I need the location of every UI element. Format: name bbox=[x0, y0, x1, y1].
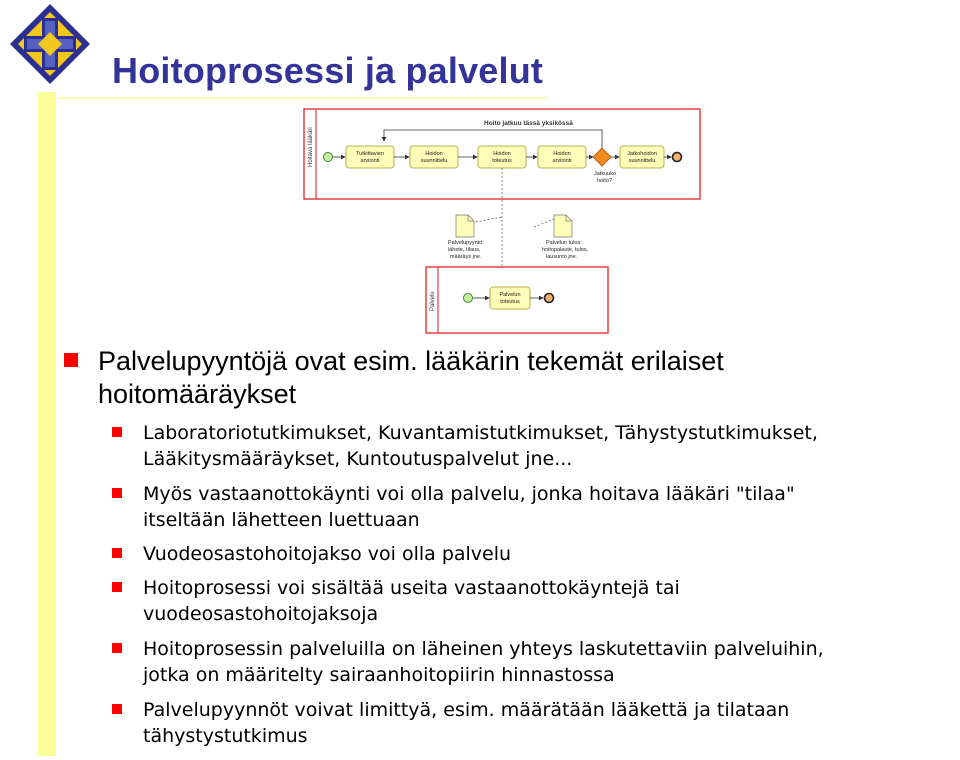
bullet-marker bbox=[112, 643, 122, 653]
svg-text:Jatkohoidon: Jatkohoidon bbox=[627, 151, 657, 157]
doc-request-line1: Palvelupyyntö: bbox=[448, 240, 484, 246]
loop-label: Hoito jatkuu tässä yksikössä bbox=[484, 120, 573, 127]
bullet-marker bbox=[112, 488, 122, 498]
lane-top-label: Hoitava lääkäri bbox=[308, 127, 314, 167]
svg-text:Tutkittavien: Tutkittavien bbox=[356, 151, 384, 157]
svg-text:Palvelun: Palvelun bbox=[499, 292, 521, 298]
doc-result-line3: lausunto jne. bbox=[546, 254, 578, 260]
svg-text:suunnittelu: suunnittelu bbox=[420, 158, 448, 164]
svg-text:toteutus: toteutus bbox=[500, 299, 520, 305]
doc-result-line2: hoitopalaute, tulos, bbox=[542, 247, 589, 253]
bullet-list: Palvelupyyntöjä ovat esim. lääkärin tekemät erilaiset hoitomääräykset Laboratoriotutkimukset, Kuvantamistutkimukset, Tähystystutkimukset, Lääkitysmääräykset, Kuntoutuspalvelut jne... Myös vastaanottokäynti voi olla palvelu, jonka hoitava lääkäri "tilaa" itseltään lähetteen luettuaan Vuodeosastohoitojakso voi olla palvelu Hoitoprosessi voi sisältää useita vastaanottokäyntejä tai vuodeosastohoitojaksoja Hoitoprosessin palveluilla on läheinen yhteys laskutettaviin palveluihin, jotka on määritelty sairaanhoitopiirin hinnastossa Palvelupyynnöt voivat limittyä, esim. määrätään lääkettä ja tilataan tähystystutkimus bbox=[0, 0, 960, 760]
gateway-label-1: Jatkuuko bbox=[594, 171, 617, 177]
bullet-marker bbox=[112, 704, 122, 714]
svg-text:Hoidon: Hoidon bbox=[425, 151, 443, 157]
doc-request-line3: määräys jne. bbox=[450, 254, 482, 260]
lane-bottom-label: Palvelu bbox=[430, 291, 436, 311]
bullet-marker bbox=[64, 353, 78, 367]
bullet-marker bbox=[112, 427, 122, 437]
bullet-marker bbox=[112, 548, 122, 558]
svg-text:toteutus: toteutus bbox=[492, 158, 512, 164]
svg-text:suunnittelu: suunnittelu bbox=[628, 158, 656, 164]
slide-title: Hoitoprosessi ja palvelut bbox=[112, 50, 544, 91]
svg-text:Hoidon: Hoidon bbox=[553, 151, 571, 157]
bullet-marker bbox=[112, 582, 122, 592]
doc-request-line2: lähete, tilaus, bbox=[448, 247, 481, 253]
svg-text:Hoidon: Hoidon bbox=[493, 151, 511, 157]
svg-text:arviointi: arviointi bbox=[360, 158, 380, 164]
doc-result-line1: Palvelun tulos: bbox=[546, 240, 582, 246]
gateway-label-2: hoito? bbox=[597, 178, 612, 184]
svg-text:arviointi: arviointi bbox=[552, 158, 572, 164]
